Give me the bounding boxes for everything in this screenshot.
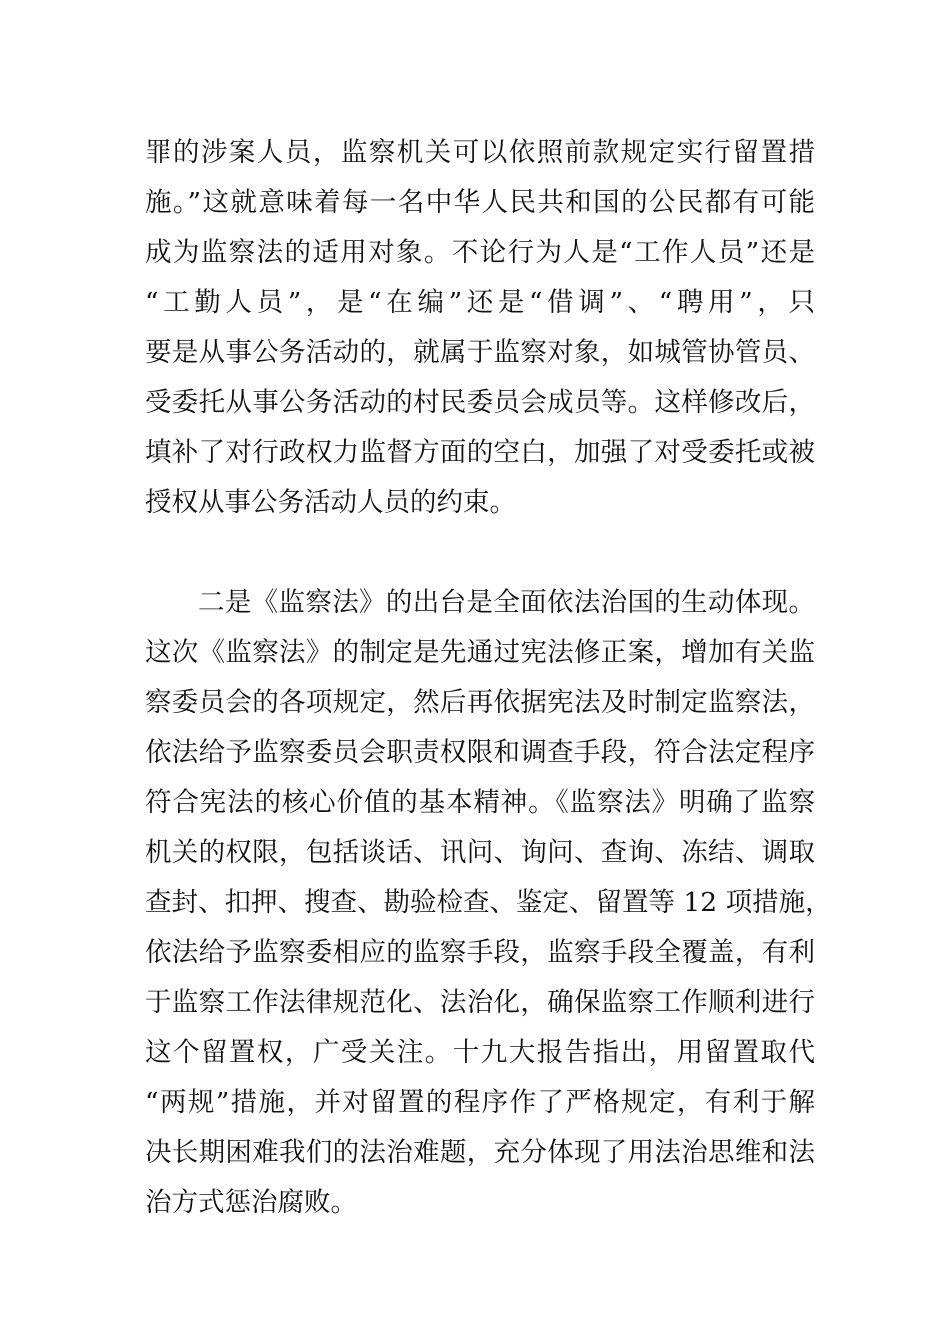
paragraph-1-line-1: 罪的涉案人员，监察机关可以依照前款规定实行留置措 [145,137,815,168]
paragraph-1-line-4: “工勤人员”，是“在编”还是“借调”、“聘用”，只 [145,287,815,318]
paragraph-2-line-10: 这个留置权，广受关注。十九大报告指出，用留置取代 [145,1037,815,1068]
paragraph-2-line-2: 这次《监察法》的制定是先通过宪法修正案，增加有关监 [145,637,815,668]
paragraph-2-line-1: 二是《监察法》的出台是全面依法治国的生动体现。 [198,587,815,618]
paragraph-2-line-9: 于监察工作法律规范化、法治化，确保监察工作顺利进行 [145,987,815,1018]
paragraph-2-line-12: 决长期困难我们的法治难题，充分体现了用法治思维和法 [145,1137,815,1168]
paragraph-1 [145,128,815,528]
paragraph-2-line-4: 依法给予监察委员会职责权限和调查手段，符合法定程序 [145,737,815,768]
paragraph-2-line-7: 查封、扣押、搜查、勘验检查、鉴定、留置等 12 项措施， [145,887,832,918]
paragraph-1-line-7: 填补了对行政权力监督方面的空白，加强了对受委托或被 [145,437,815,468]
paragraph-2 [145,578,832,1228]
paragraph-2-line-8: 依法给予监察委相应的监察手段，监察手段全覆盖，有利 [145,937,815,968]
paragraph-2-line-5: 符合宪法的核心价值的基本精神。《监察法》明确了监察 [145,787,815,818]
paragraph-1-line-5: 要是从事公务活动的，就属于监察对象，如城管协管员、 [145,337,815,368]
paragraph-2-line-13: 治方式惩治腐败。 [145,1187,357,1218]
paragraph-2-line-6: 机关的权限，包括谈话、讯问、询问、查询、冻结、调取 [145,837,815,868]
paragraph-1-line-3: 成为监察法的适用对象。不论行为人是“工作人员”还是 [145,237,815,268]
paragraph-2-line-11: “两规”措施，并对留置的程序作了严格规定，有利于解 [145,1087,815,1118]
paragraph-1-line-2: 施。”这就意味着每一名中华人民共和国的公民都有可能 [145,187,815,218]
paragraph-2-line-3: 察委员会的各项规定，然后再依据宪法及时制定监察法， [145,687,815,718]
paragraph-1-line-6: 受委托从事公务活动的村民委员会成员等。这样修改后， [145,387,815,418]
paragraph-1-line-8: 授权从事公务活动人员的约束。 [145,487,516,518]
